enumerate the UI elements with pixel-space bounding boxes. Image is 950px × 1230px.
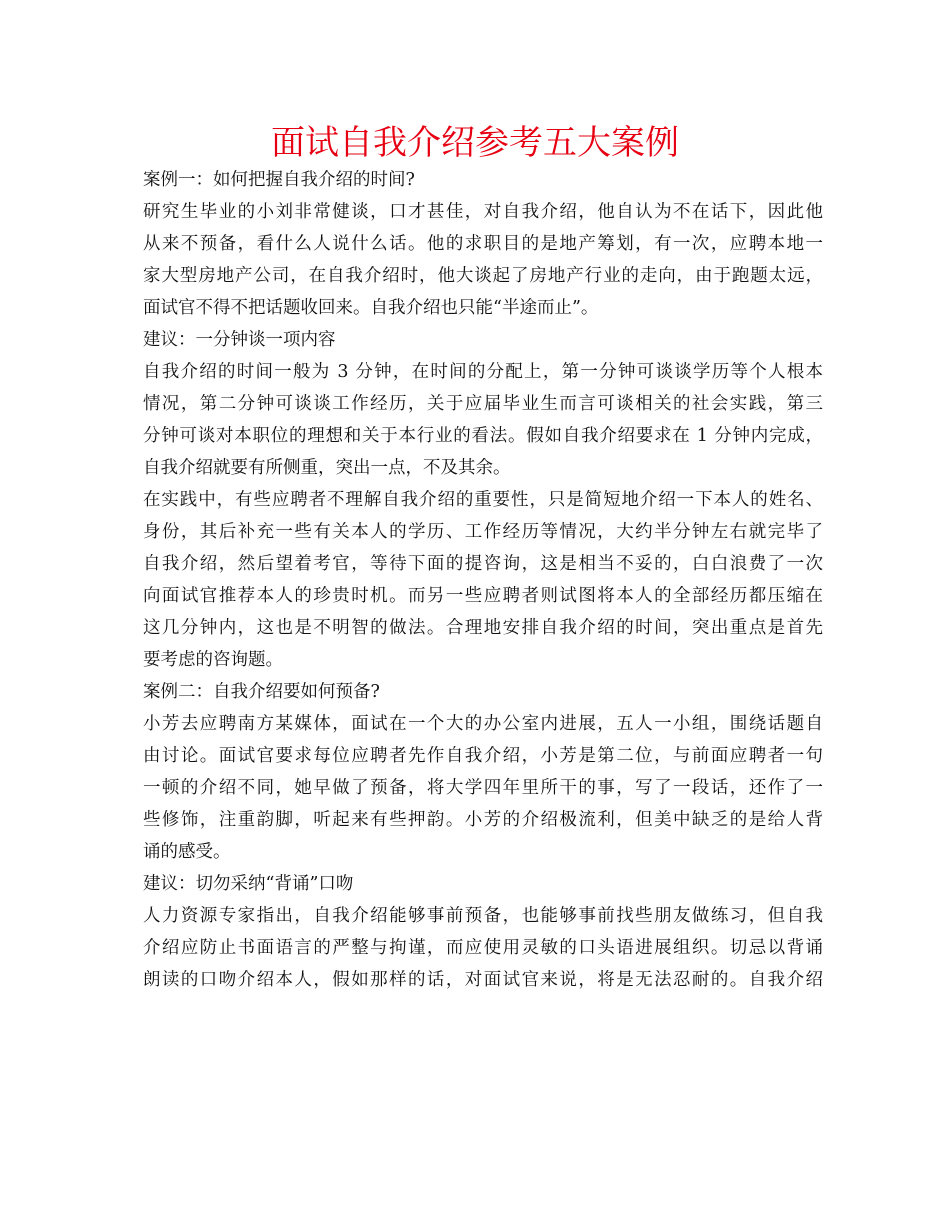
advice-heading: 建议：一分钟谈一项内容	[143, 330, 336, 350]
paragraph-line: 由讨论。面试官要求每位应聘者先作自我介绍，小芳是第二位，与前面应聘者一句	[143, 746, 823, 766]
paragraph-line: 人力资源专家指出，自我介绍能够事前预备，也能够事前找些朋友做练习，但自我	[143, 906, 823, 926]
paragraph-line: 情况，第二分钟可谈谈工作经历，关于应届毕业生而言可谈相关的社会实践，第三	[143, 394, 823, 414]
paragraph-line: 介绍应防止书面语言的严整与拘谨，而应使用灵敏的口头语进展组织。切忌以背诵	[143, 938, 823, 958]
paragraph-line: 诵的感受。	[143, 842, 231, 862]
advice-heading: 建议：切勿采纳“背诵”口吻	[143, 874, 354, 894]
paragraph-line: 小芳去应聘南方某媒体，面试在一个大的办公室内进展，五人一小组，围绕话题自	[143, 714, 823, 734]
paragraph-line: 面试官不得不把话题收回来。自我介绍也只能“半途而止”。	[143, 298, 599, 318]
paragraph-line: 研究生毕业的小刘非常健谈，口才甚佳，对自我介绍，他自认为不在话下，因此他	[143, 202, 823, 222]
paragraph-line: 向面试官推荐本人的珍贵时机。而另一些应聘者则试图将本人的全部经历都压缩在	[143, 586, 823, 606]
paragraph-line: 在实践中，有些应聘者不理解自我介绍的重要性，只是简短地介绍一下本人的姓名、	[143, 490, 823, 510]
paragraph-line: 朗读的口吻介绍本人，假如那样的话，对面试官来说，将是无法忍耐的。自我介绍	[143, 970, 823, 990]
paragraph-line: 这几分钟内，这也是不明智的做法。合理地安排自我介绍的时间，突出重点是首先	[143, 618, 823, 638]
paragraph-line: 身份，其后补充一些有关本人的学历、工作经历等情况，大约半分钟左右就完毕了	[143, 522, 823, 542]
paragraph-line: 自我介绍就要有所侧重，突出一点，不及其余。	[143, 458, 511, 478]
paragraph-line: 些修饰，注重韵脚，听起来有些押韵。小芳的介绍极流利，但美中缺乏的是给人背	[143, 810, 823, 830]
document-title: 面试自我介绍参考五大案例	[271, 123, 679, 163]
paragraph-line: 一顿的介绍不同，她早做了预备，将大学四年里所干的事，写了一段话，还作了一	[143, 778, 823, 798]
document-body	[143, 164, 823, 996]
paragraph-line: 分钟可谈对本职位的理想和关于本行业的看法。假如自我介绍要求在 1 分钟内完成，	[143, 426, 823, 446]
paragraph-line: 自我介绍的时间一般为 3 分钟，在时间的分配上，第一分钟可谈谈学历等个人根本	[143, 362, 823, 382]
paragraph-line: 从来不预备，看什么人说什么话。他的求职目的是地产筹划，有一次，应聘本地一	[143, 234, 823, 254]
paragraph-line: 家大型房地产公司，在自我介绍时，他大谈起了房地产行业的走向，由于跑题太远，	[143, 266, 823, 286]
case-heading: 案例一：如何把握自我介绍的时间?	[143, 170, 415, 190]
paragraph-line: 要考虑的咨询题。	[143, 650, 283, 670]
paragraph-line: 自我介绍，然后望着考官，等待下面的提咨询，这是相当不妥的，白白浪费了一次	[143, 554, 823, 574]
case-heading: 案例二：自我介绍要如何预备?	[143, 682, 380, 702]
